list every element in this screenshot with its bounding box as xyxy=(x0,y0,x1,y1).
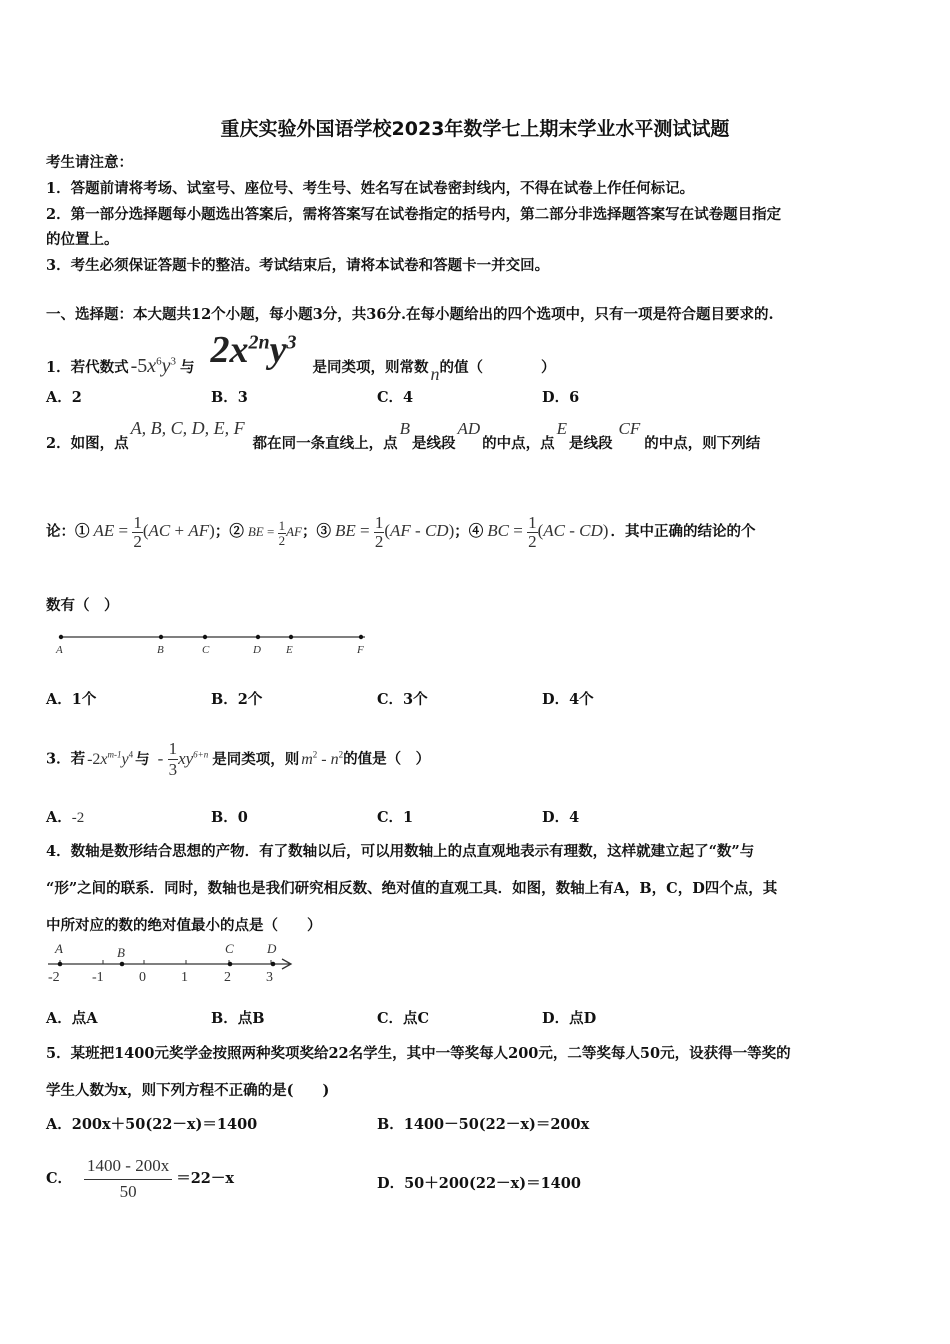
axis-point-b: B xyxy=(117,945,125,960)
q2-option-a[interactable]: A．1个 xyxy=(46,691,97,708)
q2-sep-3: ；③ xyxy=(301,523,331,540)
q5-option-c-rest: ＝22－x xyxy=(176,1170,235,1187)
q2-point-e: E xyxy=(556,419,568,438)
q5-option-c[interactable] xyxy=(46,1144,235,1201)
axis-tick-neg1: -1 xyxy=(92,970,104,984)
q1-var-n: n xyxy=(430,364,440,384)
q2-sep-2: ；② xyxy=(214,523,244,540)
q2-stem-line3: 数有（ ） xyxy=(46,597,119,614)
q5-option-b[interactable]: B．1400－50(22－x)＝200x xyxy=(377,1116,590,1133)
q3-mid: 与 xyxy=(135,750,150,768)
q1-option-c[interactable]: C．4 xyxy=(377,389,414,406)
q3-suffix2: 的值是（ ） xyxy=(343,750,431,768)
q2-line-figure xyxy=(48,628,378,658)
q4-stem-line1: 4．数轴是数形结合思想的产物．有了数轴以后，可以用数轴上的点直观地表示有理数，这样就建立起了“数”与 xyxy=(46,843,755,860)
q3-expr2: - $\frac{1}{3}$ $xy^{6+n}$ xyxy=(157,738,209,780)
axis-tick-3: 3 xyxy=(266,970,273,984)
q3-stem xyxy=(46,718,431,780)
q1-suffix1: 是同类项，则常数 xyxy=(312,359,429,376)
q4-option-a[interactable]: A．点A xyxy=(46,1010,98,1027)
axis-tick-2: 2 xyxy=(224,970,231,984)
notice-item-2-cont: 的位置上。 xyxy=(46,231,119,248)
q5-stem-line2: 学生人数为x，则下列方程不正确的是( ) xyxy=(46,1082,330,1099)
q5-option-c-denominator: 50 xyxy=(119,1181,137,1201)
q2-t3: 的中点，点 xyxy=(482,435,555,452)
notice-item-1: 1．答题前请将考场、试室号、座位号、考生号、姓名写在试卷密封线内，不得在试卷上作任何标记。 xyxy=(46,180,695,197)
q3-option-a[interactable] xyxy=(46,806,84,827)
axis-tick-1: 1 xyxy=(181,970,188,984)
q1-option-d[interactable]: D．6 xyxy=(542,389,580,406)
fig-label-c: C xyxy=(202,644,210,656)
q3-suffix1: 是同类项，则 xyxy=(212,750,300,768)
fig-label-b: B xyxy=(157,644,164,656)
q2-point-b: B xyxy=(399,419,410,438)
section-heading: 一、选择题：本大题共12个小题，每小题3分，共36分.在每小题给出的四个选项中，只有一项是符合题目要求的. xyxy=(46,306,774,323)
q2-t4: 是线段 xyxy=(569,435,613,452)
q3-prefix: 3．若 xyxy=(46,750,86,768)
fig-label-a: A xyxy=(56,644,63,656)
axis-point-c: C xyxy=(225,941,234,956)
q3-option-b[interactable]: B．0 xyxy=(211,809,248,826)
q5-option-c-label: C． xyxy=(46,1170,73,1187)
q2-conclusion-1: AE = $\frac{1}{2}$ (AC + AF) xyxy=(93,512,215,551)
q2-conclusion-3: BE = $\frac{1}{2}$ (AF - CD) xyxy=(334,512,455,551)
fig-label-d: D xyxy=(253,644,261,656)
q4-option-c[interactable]: C．点C xyxy=(377,1010,430,1027)
q4-option-d[interactable]: D．点D xyxy=(542,1010,597,1027)
q2-option-b[interactable]: B．2个 xyxy=(211,691,263,708)
notice-item-2: 2．第一部分选择题每小题选出答案后，需将答案写在试卷指定的括号内，第二部分非选择题答案写在试卷题目指定 xyxy=(46,206,782,223)
q5-stem-line1: 5．某班把1400元奖学金按照两种奖项奖给22名学生，其中一等奖每人200元，二等奖每人50元，设获得一等奖的 xyxy=(46,1045,791,1062)
q1-expr2: $2x^{2n}y^3$ xyxy=(210,329,297,371)
q2-sep-4: ；④ xyxy=(454,523,484,540)
page-title: 重庆实验外国语学校2023年数学七上期末学业水平测试试题 xyxy=(220,118,730,140)
q1-option-b[interactable]: B．3 xyxy=(211,389,248,406)
q1-suffix2: 的值（ ） xyxy=(439,359,556,376)
q2-t2: 是线段 xyxy=(411,435,456,452)
q3-option-a-label: A． xyxy=(46,809,72,826)
axis-tick-0: 0 xyxy=(139,970,146,984)
q2-option-d[interactable]: D．4个 xyxy=(542,691,594,708)
q5-option-c-numerator: 1400 - 200x xyxy=(84,1154,172,1180)
q2-lead: 论：① xyxy=(46,523,90,540)
axis-point-d: D xyxy=(267,941,277,956)
q2-tail: ．其中正确的结论的个 xyxy=(610,523,756,540)
q2-conclusion-4: BC = $\frac{1}{2}$ (AC - CD) xyxy=(487,512,609,551)
q2-option-c[interactable]: C．3个 xyxy=(377,691,428,708)
axis-tick-neg2: -2 xyxy=(48,970,60,984)
q5-option-c-fraction xyxy=(84,1154,172,1204)
q1-stem xyxy=(46,328,556,384)
q3-option-d[interactable]: D．4 xyxy=(542,809,580,826)
q3-expr1: $-2x^{m-1}y^4$ xyxy=(87,749,134,768)
q1-option-a[interactable]: A．2 xyxy=(46,389,82,406)
q2-t5: 的中点，则下列结 xyxy=(644,435,761,452)
q3-option-a-value: -2 xyxy=(71,810,85,826)
q1-expr1: $-5x^6y^3$ xyxy=(130,355,177,377)
q3-option-c[interactable]: C．1 xyxy=(377,809,414,826)
q4-stem-line2: “形”之间的联系．同时，数轴也是我们研究相反数、绝对值的直观工具．如图，数轴上有A，B，C，D四个点，其 xyxy=(46,880,778,897)
q2-t1: 都在同一条直线上，点 xyxy=(252,435,398,452)
q2-seg-cf: CF xyxy=(618,419,641,438)
notice-item-3: 3．考生必须保证答题卡的整洁。考试结束后，请将本试卷和答题卡一并交回。 xyxy=(46,257,550,274)
q2-points: A, B, C, D, E, F xyxy=(130,418,245,438)
q2-conclusions xyxy=(46,506,755,556)
q1-mid: 与 xyxy=(180,359,195,376)
q4-number-line xyxy=(42,938,298,984)
q5-option-a[interactable]: A．200x＋50(22－x)＝1400 xyxy=(46,1116,258,1133)
q3-expr3: $m^2 - n^2$ xyxy=(301,749,344,768)
q2-prefix: 2．如图，点 xyxy=(46,435,129,452)
fig-label-e: E xyxy=(286,644,293,656)
q5-option-d[interactable]: D．50＋200(22－x)＝1400 xyxy=(377,1175,581,1192)
q2-stem-line1 xyxy=(46,418,760,454)
fig-label-f: F xyxy=(357,644,364,656)
axis-point-a: A xyxy=(55,941,63,956)
q1-prefix: 1．若代数式 xyxy=(46,359,129,376)
q2-seg-ad: AD xyxy=(457,419,481,438)
notice-heading: 考生请注意： xyxy=(46,154,133,171)
q4-option-b[interactable]: B．点B xyxy=(211,1010,265,1027)
q4-stem-line3: 中所对应的数的绝对值最小的点是（ ） xyxy=(46,917,322,934)
q2-conclusion-2: BE = $\frac{1}{2}$ AF xyxy=(247,517,302,548)
